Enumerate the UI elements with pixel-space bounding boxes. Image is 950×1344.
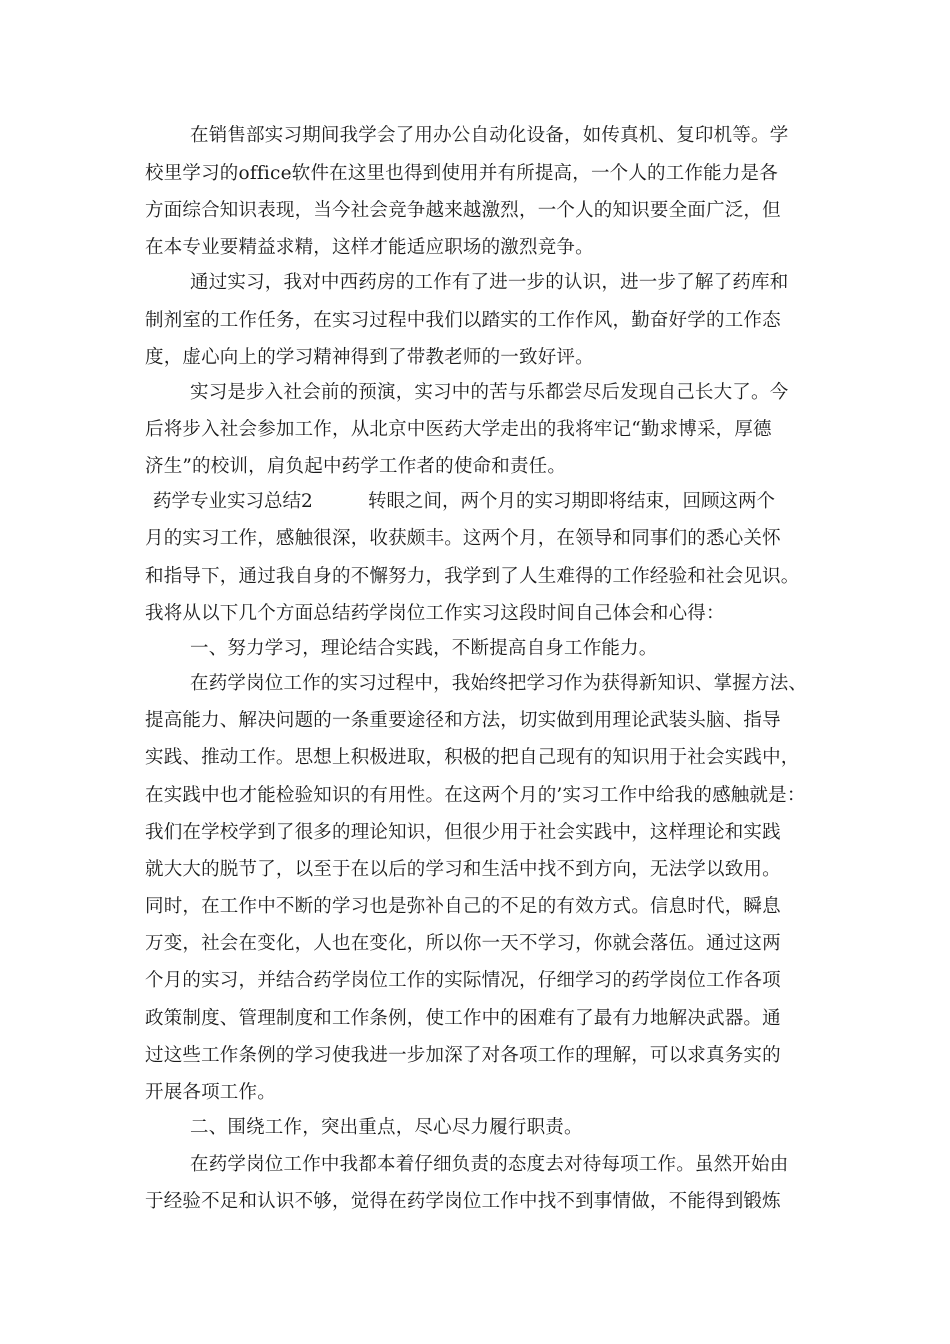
text-line: 就大大的脱节了，以至于在以后的学习和生活中找不到方向，无法学以致用。 xyxy=(145,859,781,880)
text-line: 后将步入社会参加工作，从北京中医药大学走出的我将牢记“勤求博采，厚德 xyxy=(145,419,772,440)
text-line: 方面综合知识表现，当今社会竞争越来越激烈，一个人的知识要全面广泛，但 xyxy=(145,200,781,221)
section-title: 药学专业实习总结2 xyxy=(153,491,313,512)
text-line: 我们在学校学到了很多的理论知识，但很少用于社会实践中，这样理论和实践 xyxy=(145,822,781,843)
text-line: 制剂室的工作任务，在实习过程中我们以踏实的工作作风，勤奋好学的工作态 xyxy=(145,310,781,331)
text-line: 实践、推动工作。思想上积极进取，积极的把自己现有的知识用于社会实践中， xyxy=(145,747,800,768)
text-line: 济生”的校训，肩负起中药学工作者的使命和责任。 xyxy=(145,456,567,477)
text-line: 在销售部实习期间我学会了用办公自动化设备，如传真机、复印机等。学 xyxy=(190,125,789,146)
text-line: 度，虚心向上的学习精神得到了带教老师的一致好评。 xyxy=(145,347,594,368)
text-line: 提高能力、解决问题的一条重要途径和方法，切实做到用理论武装头脑、指导 xyxy=(145,710,781,731)
text-line: 在本专业要精益求精，这样才能适应职场的激烈竞争。 xyxy=(145,237,594,258)
text-line: 个月的实习，并结合药学岗位工作的实际情况，仔细学习的药学岗位工作各项 xyxy=(145,970,781,991)
text-line: 转眼之间，两个月的实习期即将结束，回顾这两个 xyxy=(368,491,776,512)
text-line: 我将从以下几个方面总结药学岗位工作实习这段时间自己体会和心得： xyxy=(145,603,725,624)
text-line: 和指导下，通过我自身的不懈努力，我学到了人生难得的工作经验和社会见识。 xyxy=(145,566,800,587)
text-line: 开展各项工作。 xyxy=(145,1082,276,1103)
text-line: 过这些工作条例的学习使我进一步加深了对各项工作的理解，可以求真务实的 xyxy=(145,1045,781,1066)
section-heading: 一、努力学习，理论结合实践，不断提高自身工作能力。 xyxy=(190,638,658,659)
text-line: 通过实习，我对中西药房的工作有了进一步的认识，进一步了解了药库和 xyxy=(190,272,789,293)
text-line: 同时，在工作中不断的学习也是弥补自己的不足的有效方式。信息时代，瞬息 xyxy=(145,896,781,917)
text-line: 于经验不足和认识不够，觉得在药学岗位工作中找不到事情做，不能得到锻炼 xyxy=(145,1191,781,1212)
text-line: 政策制度、管理制度和工作条例，使工作中的困难有了最有力地解决武器。通 xyxy=(145,1008,781,1029)
section-heading: 二、围绕工作，突出重点，尽心尽力履行职责。 xyxy=(190,1117,583,1138)
text-line: 月的实习工作，感触很深，收获颇丰。这两个月，在领导和同事们的悉心关怀 xyxy=(145,528,781,549)
text-line: 在药学岗位工作的实习过程中，我始终把学习作为获得新知识、掌握方法、 xyxy=(190,673,808,694)
text-line: 实习是步入社会前的预演，实习中的苦与乐都尝尽后发现自己长大了。今 xyxy=(190,382,789,403)
text-line: 校里学习的office软件在这里也得到使用并有所提高，一个人的工作能力是各 xyxy=(145,163,778,184)
text-line: 在药学岗位工作中我都本着仔细负责的态度去对待每项工作。虽然开始由 xyxy=(190,1154,789,1175)
text-line: 在实践中也才能检验知识的有用性。在这两个月的’实习工作中给我的感触就是： xyxy=(145,785,806,806)
text-line: 万变，社会在变化，人也在变化，所以你一天不学习，你就会落伍。通过这两 xyxy=(145,933,781,954)
